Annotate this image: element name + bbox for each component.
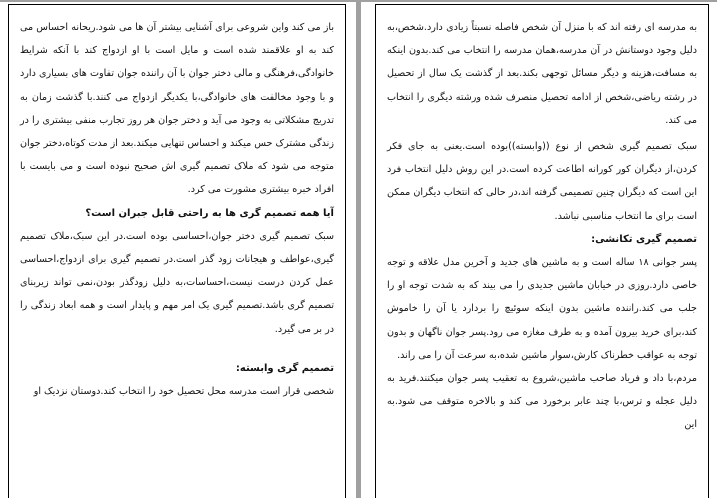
paragraph: به مدرسه ای رفته اند که با منزل آن شخص فاصله نسبتاً زیادی دارد.شخص،به دلیل وجود دوستانش در آن مدرسه،همان مدرسه را انتخاب می کند.بدون اینکه به مسافت،هزینه و دیگر مسائل توجهی بکند.بعد از گذشت یک سال از تحصیل در رشته ریاضی،شخص از ادامه تحصیل منصرف شده ورشته دیگری را انتخاب می کند. [387, 22, 697, 126]
section-heading: تصمیم گیری تکانشی: [591, 233, 697, 245]
spacer [20, 341, 334, 357]
document-page-right [361, 2, 717, 498]
paragraph: باز می کند واین شروعی برای آشنایی بیشتر آن ها می شود.ریحانه احساس می کند به او علاقمند شده است و مایل است با او ازدواج کند با آنکه شرایط خانوادگی،فرهنگی و مالی دختر جوان با آن راننده جوان تفاوت های بسیاری دارد و با وجود مخالفت های خانوادگی،با یکدیگر ازدواج می کنند.با گذشت زمان به تدریج مشکلاتی به وجود می آید و دختر جوان هر روز تجارب منفی بیشتری را در زندگی مشترک حس میکند و احساس تنهایی میکند.بعد از مدت کوتاه،دختر جوان متوجه می شود که ملاک تصمیم گیری اش صحیح نبوده است و می بایست با افراد خبره بیشتری مشورت می کرد. [20, 22, 334, 196]
paragraph: شخصی قرار است مدرسه محل تحصیل خود را انتخاب کند.دوستان نزدیک او [33, 386, 334, 398]
paragraph: مردم،با داد و فریاد صاحب ماشین،شروع به تعقیب پسر جوان میکنند.فرید به دلیل عجله و ترس،با چند عابر برخورد می کند و بالاخره متوقف می شود.به این [387, 373, 697, 431]
paragraph: پسر جوانی ۱۸ ساله است و به ماشین های جدید و آخرین مدل علاقه و توجه خاصی دارد.روزی در خیابان ماشین جدیدی را می بیند که به شدت توجه او را جلب می کند.راننده ماشین بدون اینکه سوئیچ را بردارد یا آن را خاموش کند،برای خرید بیرون آمده و به طرف مغازه می رود.پسر جوان ناگهان و بدون توجه به عواقب خطرناک کارش،سوار ماشین شده،به سرعت آن را می راند. [387, 257, 698, 361]
section-heading: تصمیم گری وابسته: [235, 362, 334, 374]
section-heading: آیا همه تصمیم گری ها به راحتی قابل جبران است؟ [85, 207, 334, 219]
page-text-area [387, 16, 697, 437]
page-text-area [20, 16, 334, 403]
paragraph: سبک تصمیم گیری شخص از نوع ((وابسته))بوده است.یعنی به جای فکر کردن،از دیگران کور کورانه اطاعت کرده است.در این روش دلیل انتخاب فرد این است که دیگران چنین تصمیمی گرفته اند،در حالی که انتخاب دیگران ممکن است برای ما انتخاب مناسبی نباشد. [387, 141, 697, 222]
paragraph: سبک تصمیم گیری دختر جوان،احساسی بوده است.در این سبک،ملاک تصمیم گیری،عواطف و هیجانات زود گذر است.در تصمیم گیری برای ازدواج،احساسی عمل کردن درست نیست،احساسات،به دلیل زودگذر بودن،نمی تواند زیربنای تصمیم گری باشد.تصمیم گیری یک امر مهم و پایدار است و همه ابعاد زندگی را در بر می گیرد. [20, 230, 334, 335]
document-page-left [0, 2, 356, 498]
